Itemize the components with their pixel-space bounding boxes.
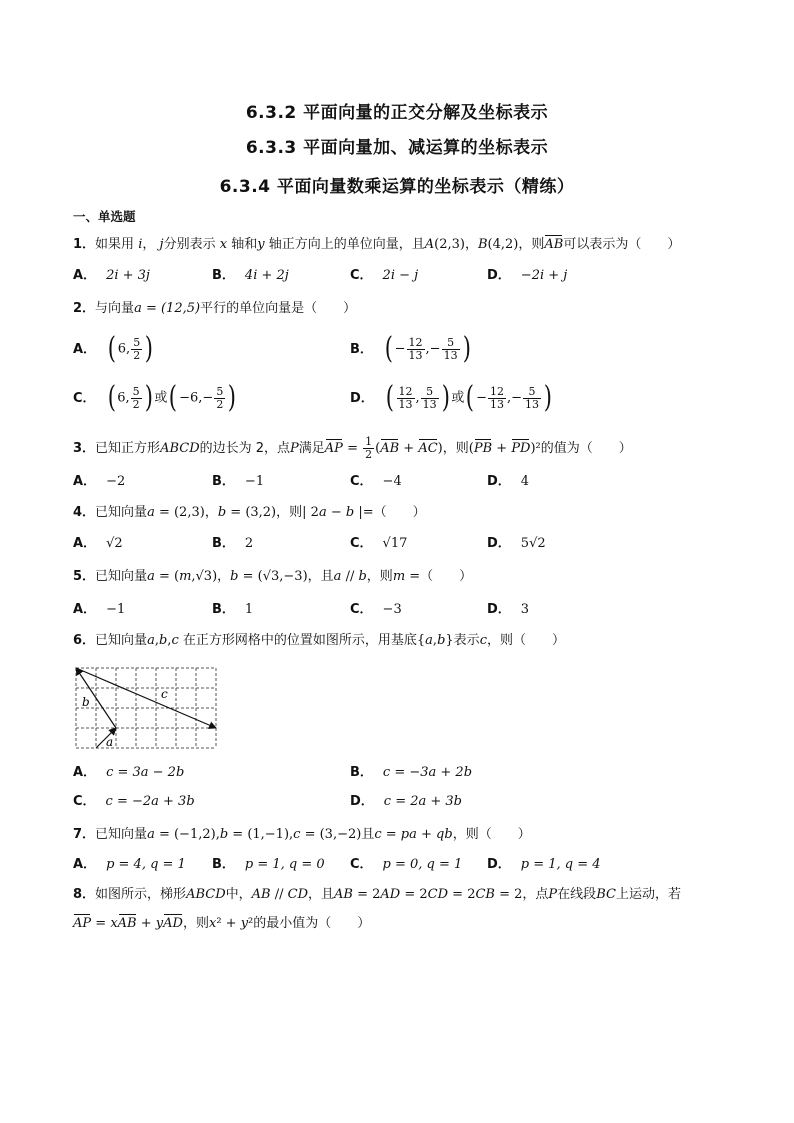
question-8-cont: AP = xAB + yAD，则x² + y²的最小值为（ ） [73,916,371,931]
q2-option-d[interactable]: D． ( $\frac{12}{13}$ , $\frac{5}{13}$ ) 或( − $\frac{12}{13}$ ,− $\frac{5}{13}$ ) [350,380,553,415]
q4-option-b[interactable]: B． 2 [212,536,254,551]
vector-grid-figure [74,666,220,750]
q1-option-d[interactable]: D． −2i + j [487,268,568,283]
q1-option-c[interactable]: C． 2i − j [350,268,419,283]
q2-option-c[interactable]: C． ( 6, $\frac{5}{2}$ ) 或( −6,− $\frac{5}{2}$ ) [73,380,237,415]
question-3: 3．已知正方形ABCD的边长为 2，点P满足AP = $\frac{1}{2}$ (AB + AC)，则(PB + PD)²的值为（ ） [73,435,632,461]
q5-option-d[interactable]: D． 3 [487,602,530,617]
title-line-1: 6.3.2 平面向量的正交分解及坐标表示 [245,103,549,123]
question-7: 7．已知向量a = (−1,2),b = (1,−1),c = (3,−2)且c = pa + qb，则（ ） [73,827,531,842]
q3-option-d[interactable]: D． 4 [487,474,530,489]
q2-option-a[interactable]: A． ( 6, $\frac{5}{2}$ ) [73,331,154,366]
question-2: 2．与向量a = (12,5)平行的单位向量是（ ） [73,301,357,316]
q7-option-d[interactable]: D． p = 1, q = 4 [487,857,601,872]
q1-option-a[interactable]: A． 2i + 3j [73,268,150,283]
title-line-3: 6.3.4 平面向量数乘运算的坐标表示（精练） [219,177,575,197]
q6-option-b[interactable]: B． c = −3a + 2b [350,765,473,780]
q7-option-b[interactable]: B． p = 1, q = 0 [212,857,325,872]
question-6: 6．已知向量a,b,c 在正方形网格中的位置如图所示，用基底{a,b}表示c，则（ ） [73,633,565,648]
q3-option-a[interactable]: A． −2 [73,474,126,489]
q6-option-c[interactable]: C． c = −2a + 3b [73,794,195,809]
q7-option-c[interactable]: C． p = 0, q = 1 [350,857,463,872]
grid-lines [76,668,216,748]
q5-option-b[interactable]: B． 1 [212,602,254,617]
question-1: 1．如果用 i， j分别表示 x 轴和y 轴正方向上的单位向量，且A(2,3)，B(4,2)，则AB可以表示为（ ） [73,237,681,252]
q4-option-d[interactable]: D． 5√2 [487,536,546,551]
question-8: 8．如图所示，梯形ABCD中，AB // CD，且AB = 2AD = 2CD = 2CB = 2，点P在线段BC上运动，若 [73,887,681,902]
vector-a-label: a [106,735,114,749]
title-line-2: 6.3.3 平面向量加、减运算的坐标表示 [245,138,549,158]
q4-option-c[interactable]: C． √17 [350,536,408,551]
vector-b-label: b [82,695,90,709]
q6-option-a[interactable]: A． c = 3a − 2b [73,765,185,780]
section-heading: 一、单选题 [73,209,136,224]
question-number: 1． [73,237,96,252]
q1-option-b[interactable]: B． 4i + 2j [212,268,289,283]
q3-option-c[interactable]: C． −4 [350,474,402,489]
q7-option-a[interactable]: A． p = 4, q = 1 [73,857,186,872]
vector-c-label: c [161,687,168,701]
q4-option-a[interactable]: A． √2 [73,536,123,551]
vector-c-arrow [76,668,216,728]
q5-option-a[interactable]: A． −1 [73,602,126,617]
q6-option-d[interactable]: D． c = 2a + 3b [350,794,463,809]
question-5: 5．已知向量a = (m,√3)，b = (√3,−3)，且a // b，则m =（ ） [73,569,473,584]
q5-option-c[interactable]: C． −3 [350,602,402,617]
question-4: 4．已知向量a = (2,3)，b = (3,2)，则| 2a − b |=（ ） [73,505,426,520]
q2-option-b[interactable]: B． ( − $\frac{12}{13}$ ,− $\frac{5}{13}$ ) [350,331,471,366]
q3-option-b[interactable]: B． −1 [212,474,265,489]
